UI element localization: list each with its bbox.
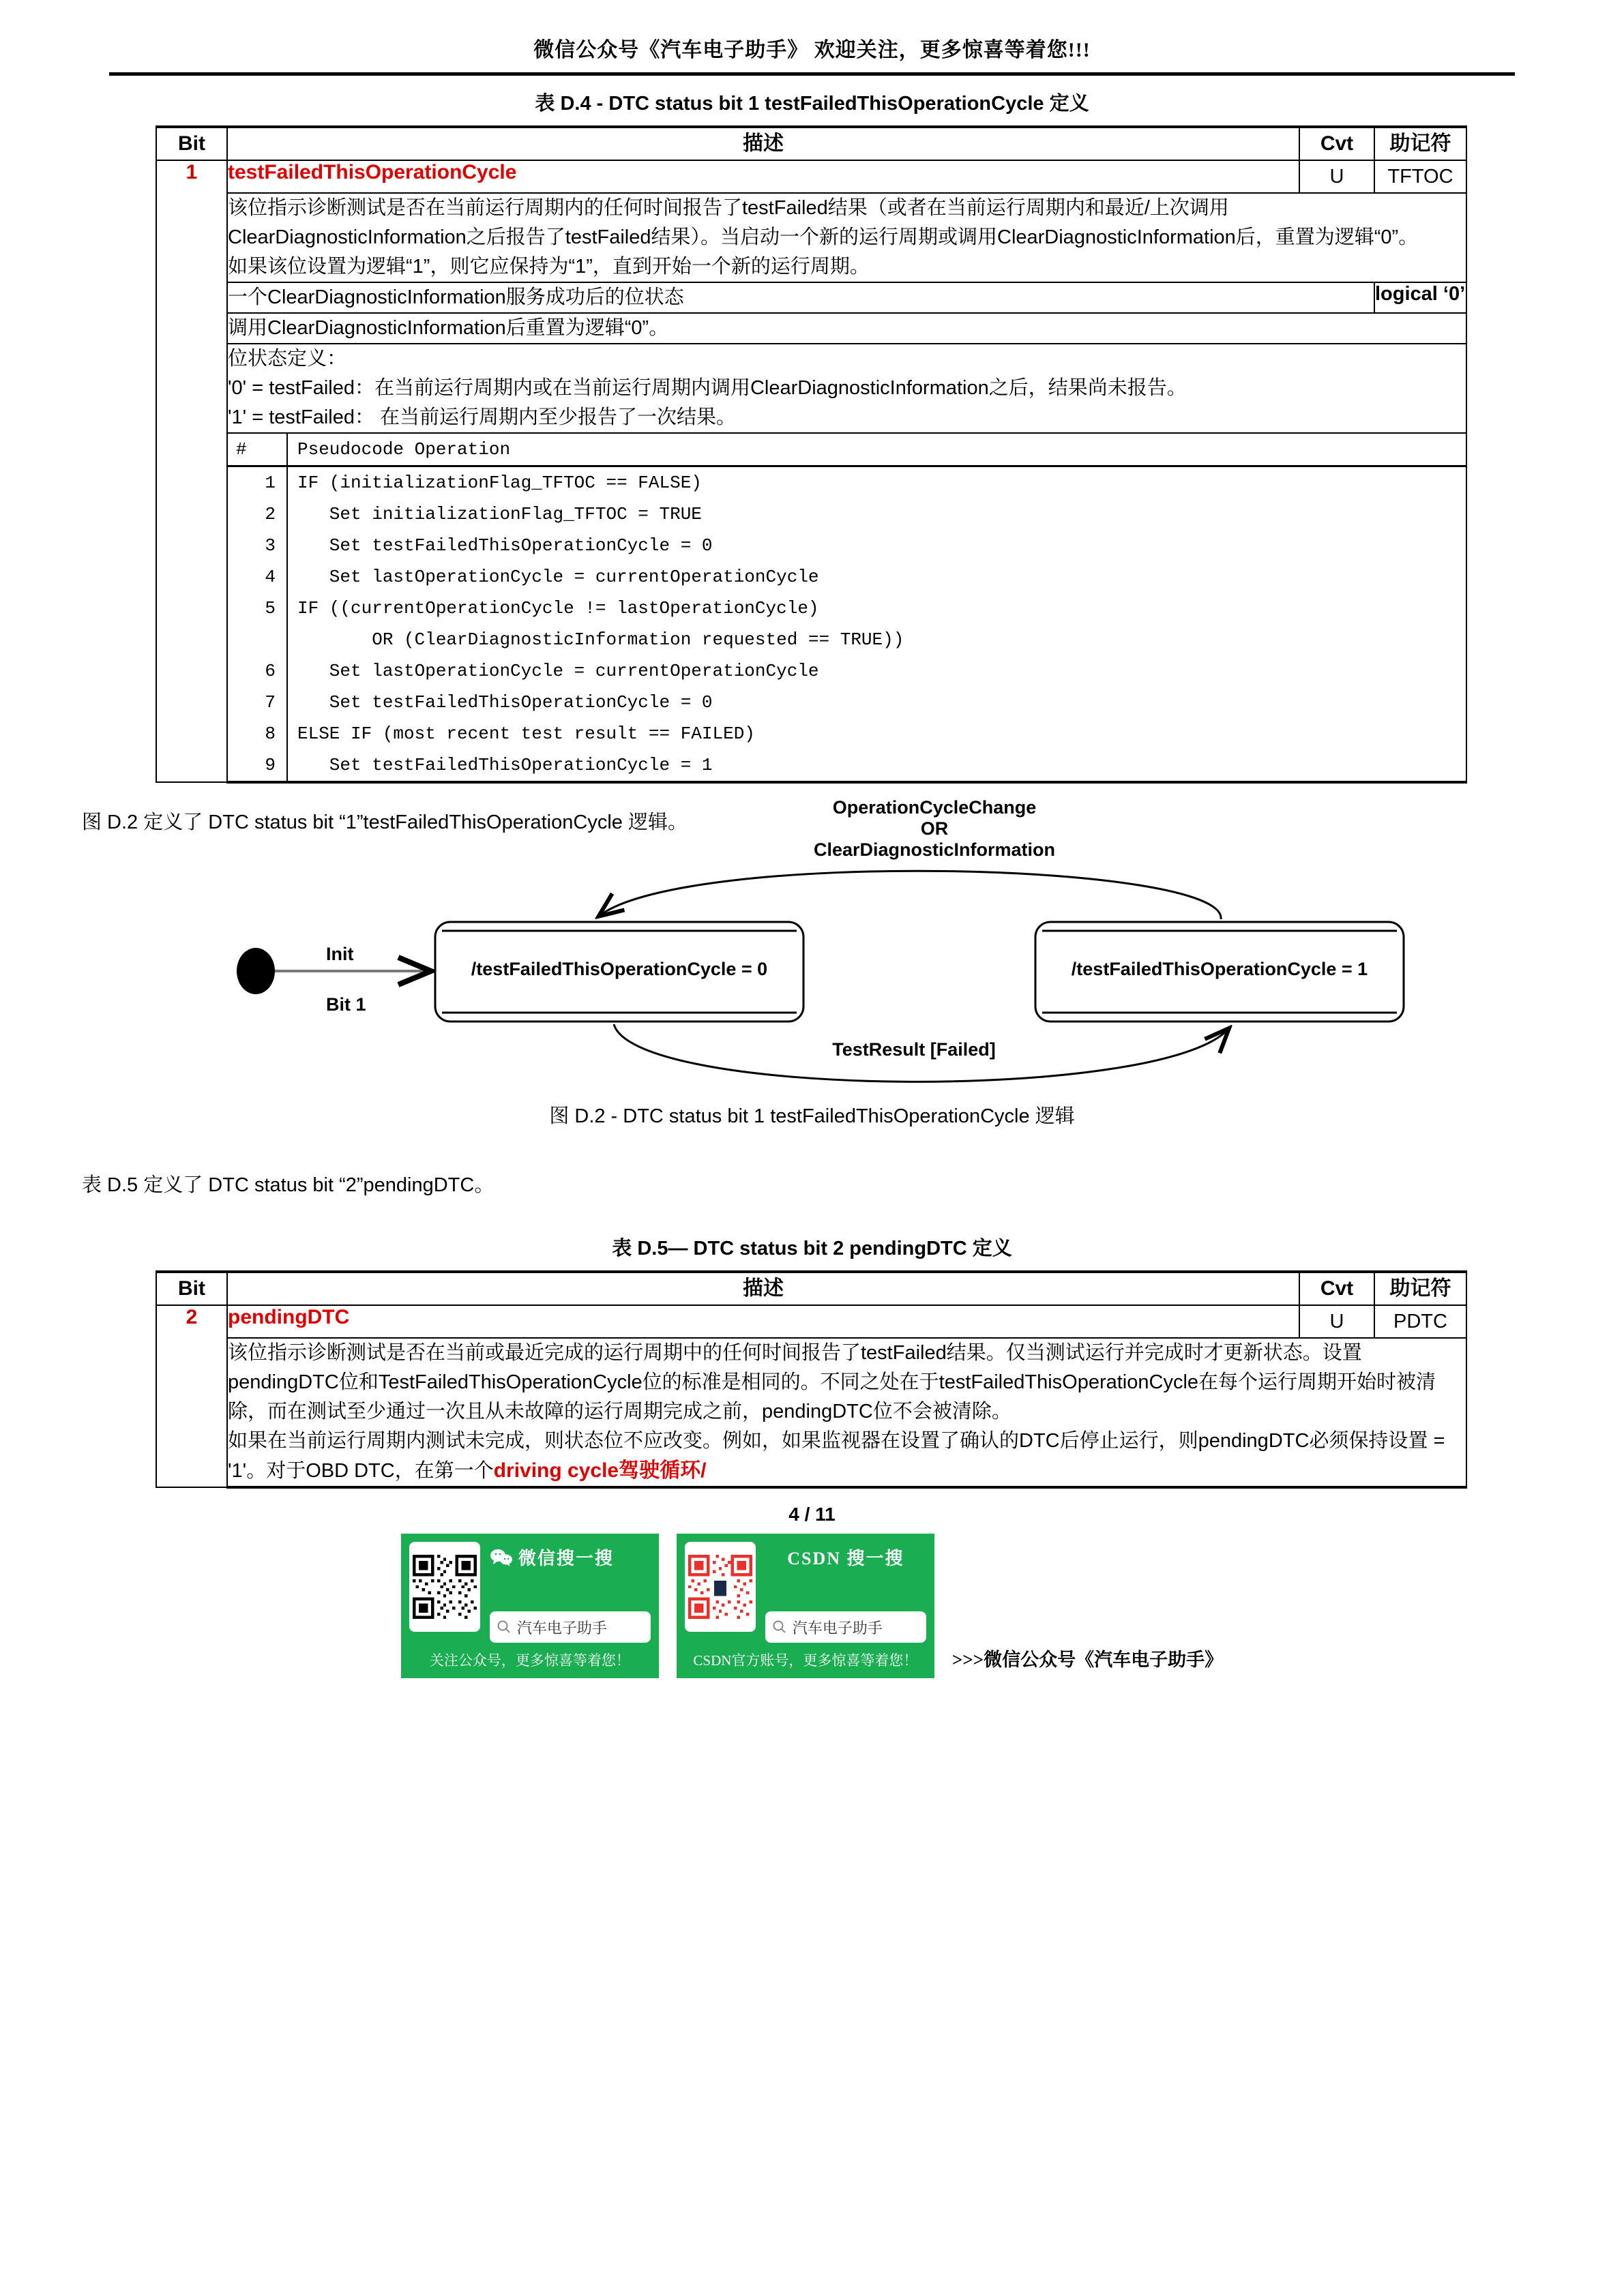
promo-tagline-csdn: CSDN官方账号，更多惊喜等着您！ xyxy=(693,1652,918,1669)
cvt-cell: U xyxy=(1299,160,1374,193)
table-d5-intro: 表 D.5 定义了 DTC status bit “2”pendingDTC。 xyxy=(82,1174,494,1196)
reset-note: 调用ClearDiagnosticInformation后重置为逻辑“0”。 xyxy=(228,317,669,339)
transition-top-line-2: OR xyxy=(920,818,949,839)
description-paragraph-2-text: 如果在当前运行周期内测试未完成，则状态位不应改变。例如，如果监视器在设置了确认的DTC后停止运行，则pendingDTC必须保持设置 = '1'。对于OBD DTC，在第一个 xyxy=(228,1430,1445,1482)
pseudocode-row xyxy=(228,498,1466,530)
search-icon xyxy=(772,1620,787,1635)
promo-brand-wechat xyxy=(490,1545,651,1570)
col-header-bit: Bit xyxy=(156,1272,227,1305)
figure-caption: 图 D.2 - DTC status bit 1 testFailedThisOperationCycle 逻辑 xyxy=(549,1105,1075,1127)
banner-text: 微信公众号《汽车电子助手》 欢迎关注，更多惊喜等着您!!! xyxy=(533,39,1091,61)
clear-service-label: 一个ClearDiagnosticInformation服务成功后的位状态 xyxy=(228,286,684,308)
description-cell xyxy=(227,1338,1466,1487)
figure-intro-text: 图 D.2 定义了 DTC status bit “1”testFailedThisOperationCycle 逻辑。 xyxy=(82,811,688,833)
table-d5-caption: 表 D.5— DTC status bit 2 pendingDTC 定义 xyxy=(612,1238,1012,1259)
term-cell xyxy=(227,1305,1299,1338)
promo-brand-label: CSDN 搜一搜 xyxy=(787,1549,904,1568)
qr-code-icon xyxy=(413,1555,477,1619)
page-number: 4 / 11 xyxy=(788,1504,836,1525)
qr-code-wechat[interactable] xyxy=(409,1542,480,1632)
pseudocode-line-code: IF ((currentOperationCycle != lastOperationCycle) xyxy=(297,598,819,618)
table-d5 xyxy=(156,1270,1467,1489)
col-header-desc: 描述 xyxy=(227,1272,1299,1305)
pseudocode-line-code: IF (initializationFlag_TFTOC == FALSE) xyxy=(297,473,702,493)
description-paragraph-1: 该位指示诊断测试是否在当前或最近完成的运行周期中的任何时间报告了testFailed结果。仅当测试运行并完成时才更新状态。设置pendingDTC位和TestFailedThisOperationCycle位的标准是相同的。不同之处在于testFailedThisOperationCycle在每个运行周期开始时被清除，而在测试至少通过一次且从未故障的运行周期完成之前，pendingDTC位不会被清除。 xyxy=(228,1342,1436,1422)
clear-service-value-cell: logical ‘0’ xyxy=(1374,282,1466,313)
table-d4 xyxy=(156,125,1467,784)
col-header-cvt: Cvt xyxy=(1299,127,1374,160)
bit-state-cell xyxy=(227,344,1466,433)
pseudocode-header-num: # xyxy=(228,434,287,466)
pseudocode-line-number: 9 xyxy=(228,749,287,781)
pseudocode-line-number: 2 xyxy=(228,498,287,530)
pseudocode-row xyxy=(228,718,1466,749)
bit-label: Bit 1 xyxy=(326,994,366,1015)
term-label: pendingDTC xyxy=(228,1306,350,1328)
state-label-right: /testFailedThisOperationCycle = 1 xyxy=(1071,959,1368,979)
page-banner xyxy=(0,0,1624,76)
table-row xyxy=(156,344,1466,433)
pseudocode-line-code: Set testFailedThisOperationCycle = 1 xyxy=(297,755,713,775)
table-header-row xyxy=(156,1272,1466,1305)
table-row xyxy=(156,160,1466,193)
pseudocode-row xyxy=(228,749,1466,781)
pseudocode-table xyxy=(228,434,1466,781)
bit-number-cell: 1 xyxy=(156,160,227,782)
initial-state-dot xyxy=(237,948,275,994)
search-icon xyxy=(497,1620,512,1635)
qr-code-icon xyxy=(688,1555,752,1619)
promo-brand-label: 微信搜一搜 xyxy=(518,1548,614,1568)
transition-top-line-1: OperationCycleChange xyxy=(832,797,1037,818)
pseudocode-cell xyxy=(227,433,1466,782)
col-header-desc: 描述 xyxy=(227,127,1299,160)
page-footer xyxy=(0,1504,1624,1678)
pseudocode-row xyxy=(228,530,1466,561)
promo-search-box-wechat[interactable] xyxy=(490,1611,651,1643)
description-red-tail: driving cycle驾驶循环/ xyxy=(493,1459,707,1482)
promo-tagline-wechat: 关注公众号，更多惊喜等着您！ xyxy=(429,1652,630,1669)
bit-state-0: '0' = testFailed：在当前运行周期内或在当前运行周期内调用ClearDiagnosticInformation之后，结果尚未报告。 xyxy=(228,377,1187,399)
description-cell xyxy=(227,193,1466,282)
promo-card-csdn[interactable] xyxy=(677,1534,934,1678)
init-label: Init xyxy=(326,944,354,964)
col-header-mnemonic: 助记符 xyxy=(1374,1272,1466,1305)
promo-search-text: 汽车电子助手 xyxy=(792,1619,883,1637)
col-header-mnemonic: 助记符 xyxy=(1374,127,1466,160)
cvt-cell: U xyxy=(1299,1305,1374,1338)
pseudocode-line-number: 5 xyxy=(228,593,287,624)
transition-top-labels xyxy=(750,797,1119,861)
pseudocode-line-number: 3 xyxy=(228,530,287,561)
pseudocode-line-number xyxy=(228,624,287,655)
pseudocode-line-code: Set lastOperationCycle = currentOperationCycle xyxy=(297,567,819,587)
pseudocode-line-code: Set initializationFlag_TFTOC = TRUE xyxy=(297,504,702,524)
promo-banners xyxy=(0,1534,1624,1678)
pseudocode-line-code: Set testFailedThisOperationCycle = 0 xyxy=(297,535,713,556)
col-header-cvt: Cvt xyxy=(1299,1272,1374,1305)
bit-state-title: 位状态定义： xyxy=(228,348,347,370)
transition-top-line-3: ClearDiagnosticInformation xyxy=(813,839,1056,860)
qr-code-csdn[interactable] xyxy=(685,1542,756,1632)
transition-arc-top xyxy=(600,871,1221,919)
col-header-bit: Bit xyxy=(156,127,227,160)
pseudocode-line-code: Set lastOperationCycle = currentOperationCycle xyxy=(297,661,819,681)
table-header-row xyxy=(156,127,1466,160)
promo-card-wechat[interactable] xyxy=(401,1534,659,1678)
pseudocode-line-number: 4 xyxy=(228,561,287,593)
pseudocode-row xyxy=(228,624,1466,655)
reset-note-cell xyxy=(227,313,1466,344)
promo-search-text: 汽车电子助手 xyxy=(516,1619,607,1637)
header-divider xyxy=(109,72,1515,76)
table-row xyxy=(156,313,1466,344)
footer-tail-text: >>>微信公众号《汽车电子助手》 xyxy=(951,1650,1224,1670)
state-label-left: /testFailedThisOperationCycle = 0 xyxy=(471,959,768,979)
mnemonic-cell: PDTC xyxy=(1374,1305,1466,1338)
transition-bottom-label: TestResult [Failed] xyxy=(832,1039,996,1060)
description-paragraph-1: 该位指示诊断测试是否在当前运行周期内的任何时间报告了testFailed结果（或者在当前运行周期内和最近/上次调用ClearDiagnosticInformation之后报告了testFailed结果）。当启动一个新的运行周期或调用ClearDiagnosticInformation后，重置为逻辑“0”。 xyxy=(228,197,1419,248)
table-row xyxy=(156,193,1466,282)
pseudocode-line-number: 1 xyxy=(228,466,287,499)
table-row xyxy=(156,1305,1466,1338)
term-label: testFailedThisOperationCycle xyxy=(228,161,517,183)
pseudocode-line-code: Set testFailedThisOperationCycle = 0 xyxy=(297,692,713,713)
pseudocode-line-number: 7 xyxy=(228,687,287,718)
pseudocode-header-label: Pseudocode Operation xyxy=(287,434,1466,466)
table-row xyxy=(156,282,1466,313)
wechat-icon xyxy=(490,1548,513,1567)
description-paragraph-2 xyxy=(228,1427,1466,1486)
pseudocode-row xyxy=(228,561,1466,593)
bit-number-cell: 2 xyxy=(156,1305,227,1487)
table-row xyxy=(156,433,1466,782)
table-d4-caption: 表 D.4 - DTC status bit 1 testFailedThisOperationCycle 定义 xyxy=(535,93,1089,115)
clear-service-label-cell xyxy=(227,282,1374,313)
promo-brand-csdn xyxy=(765,1545,926,1570)
table-row xyxy=(156,1338,1466,1487)
term-cell xyxy=(227,160,1299,193)
pseudocode-row xyxy=(228,466,1466,499)
pseudocode-line-code: ELSE IF (most recent test result == FAILED) xyxy=(297,724,755,744)
description-paragraph-2: 如果该位设置为逻辑“1”，则它应保持为“1”，直到开始一个新的运行周期。 xyxy=(228,256,870,278)
pseudocode-header-row xyxy=(228,434,1466,466)
promo-search-box-csdn[interactable] xyxy=(765,1611,926,1643)
pseudocode-row xyxy=(228,593,1466,624)
pseudocode-row xyxy=(228,687,1466,718)
pseudocode-line-number: 8 xyxy=(228,718,287,749)
pseudocode-row xyxy=(228,655,1466,687)
pseudocode-line-number: 6 xyxy=(228,655,287,687)
bit-state-1: '1' = testFailed： 在当前运行周期内至少报告了一次结果。 xyxy=(228,406,737,428)
mnemonic-cell: TFTOC xyxy=(1374,160,1466,193)
pseudocode-line-code: OR (ClearDiagnosticInformation requested == TRUE)) xyxy=(297,629,904,650)
